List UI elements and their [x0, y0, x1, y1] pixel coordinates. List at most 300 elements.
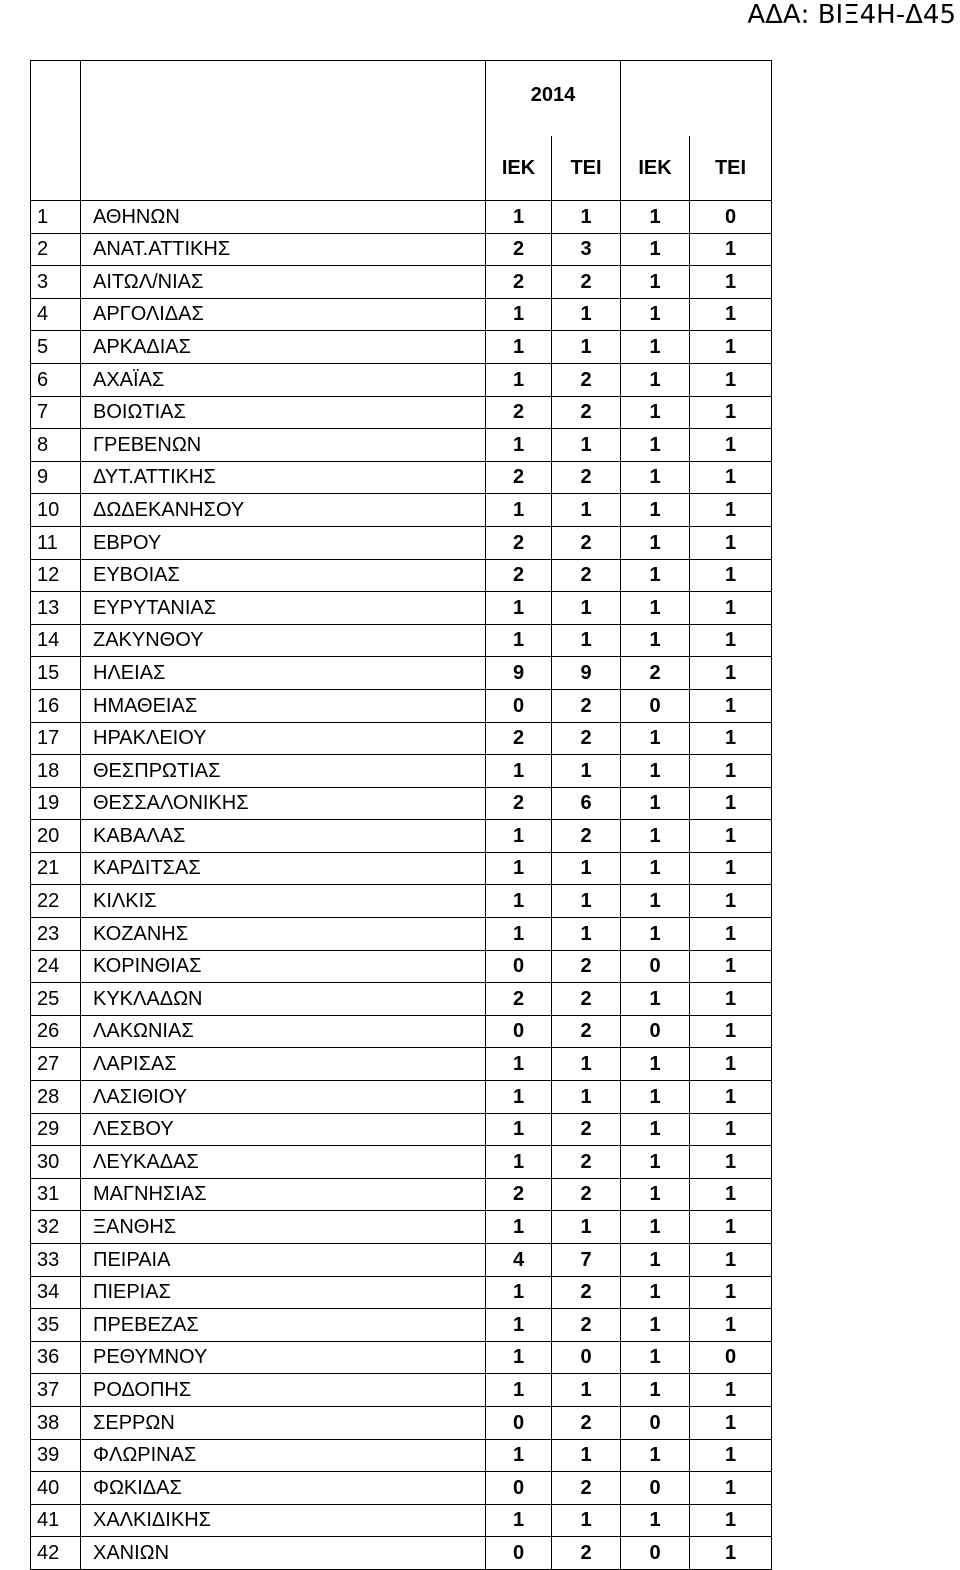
subheader-tei-2: ΤΕΙ [690, 136, 772, 201]
prefecture-name: ΑΧΑΪΑΣ [81, 363, 486, 396]
header-blank-num [31, 61, 81, 137]
value-tei-1: 9 [552, 657, 621, 690]
value-tei-2: 1 [690, 526, 772, 559]
value-tei-1: 2 [552, 461, 621, 494]
value-iek-1: 2 [486, 983, 552, 1016]
row-number: 14 [31, 624, 81, 657]
value-tei-1: 3 [552, 233, 621, 266]
row-number: 21 [31, 852, 81, 885]
table-row [31, 396, 772, 429]
table-row [31, 1146, 772, 1179]
table-row [31, 1048, 772, 1081]
prefecture-name: ΓΡΕΒΕΝΩΝ [81, 429, 486, 462]
value-iek-1: 1 [486, 1439, 552, 1472]
table-row [31, 298, 772, 331]
subheader-iek-1: ΙΕΚ [486, 136, 552, 201]
row-number: 1 [31, 201, 81, 234]
value-tei-1: 2 [552, 396, 621, 429]
table-row [31, 201, 772, 234]
row-number: 17 [31, 722, 81, 755]
value-tei-2: 1 [690, 1406, 772, 1439]
value-iek-2: 0 [621, 1472, 690, 1505]
value-iek-1: 2 [486, 461, 552, 494]
value-tei-2: 1 [690, 233, 772, 266]
value-tei-2: 1 [690, 918, 772, 951]
value-tei-1: 2 [552, 266, 621, 299]
value-iek-2: 1 [621, 526, 690, 559]
prefecture-name: ΠΕΙΡΑΙΑ [81, 1244, 486, 1277]
value-tei-2: 1 [690, 1309, 772, 1342]
value-iek-2: 2 [621, 657, 690, 690]
value-iek-2: 1 [621, 1341, 690, 1374]
row-number: 10 [31, 494, 81, 527]
value-iek-2: 1 [621, 1113, 690, 1146]
row-number: 30 [31, 1146, 81, 1179]
value-tei-2: 1 [690, 331, 772, 364]
table-row [31, 1113, 772, 1146]
table-row [31, 755, 772, 788]
value-iek-1: 1 [486, 852, 552, 885]
prefecture-name: ΔΥΤ.ΑΤΤΙΚΗΣ [81, 461, 486, 494]
value-iek-1: 2 [486, 787, 552, 820]
prefecture-name: ΛΕΥΚΑΔΑΣ [81, 1146, 486, 1179]
value-tei-1: 6 [552, 787, 621, 820]
prefecture-name: ΑΡΚΑΔΙΑΣ [81, 331, 486, 364]
value-tei-2: 1 [690, 1015, 772, 1048]
value-iek-1: 1 [486, 494, 552, 527]
value-iek-2: 1 [621, 233, 690, 266]
table-row [31, 820, 772, 853]
row-number: 11 [31, 526, 81, 559]
row-number: 40 [31, 1472, 81, 1505]
value-iek-2: 1 [621, 624, 690, 657]
value-tei-2: 1 [690, 624, 772, 657]
value-iek-1: 1 [486, 1113, 552, 1146]
value-iek-2: 1 [621, 559, 690, 592]
value-tei-2: 1 [690, 266, 772, 299]
value-tei-2: 1 [690, 755, 772, 788]
prefecture-name: ΧΑΛΚΙΔΙΚΗΣ [81, 1504, 486, 1537]
row-number: 8 [31, 429, 81, 462]
value-iek-2: 1 [621, 298, 690, 331]
table-row [31, 1276, 772, 1309]
prefecture-name: ΠΙΕΡΙΑΣ [81, 1276, 486, 1309]
row-number: 25 [31, 983, 81, 1016]
value-iek-1: 1 [486, 1146, 552, 1179]
prefecture-name: ΛΑΚΩΝΙΑΣ [81, 1015, 486, 1048]
value-tei-1: 1 [552, 1211, 621, 1244]
data-table [30, 60, 772, 1570]
value-iek-2: 1 [621, 429, 690, 462]
table-row [31, 1015, 772, 1048]
value-tei-2: 1 [690, 1244, 772, 1277]
value-tei-1: 2 [552, 983, 621, 1016]
value-tei-1: 2 [552, 1276, 621, 1309]
value-tei-2: 1 [690, 885, 772, 918]
value-tei-2: 1 [690, 657, 772, 690]
value-tei-1: 2 [552, 820, 621, 853]
value-tei-2: 1 [690, 1211, 772, 1244]
prefecture-name: ΗΡΑΚΛΕΙΟΥ [81, 722, 486, 755]
value-iek-1: 0 [486, 1472, 552, 1505]
value-iek-1: 2 [486, 266, 552, 299]
document-id: ΑΔΑ: ΒΙΞ4Η-Δ45 [747, 0, 956, 30]
prefecture-name: ΔΩΔΕΚΑΝΗΣΟΥ [81, 494, 486, 527]
value-tei-2: 1 [690, 461, 772, 494]
value-tei-2: 1 [690, 722, 772, 755]
header-row-year [31, 61, 772, 137]
value-tei-1: 1 [552, 852, 621, 885]
row-number: 26 [31, 1015, 81, 1048]
value-iek-2: 1 [621, 1504, 690, 1537]
value-iek-1: 0 [486, 1015, 552, 1048]
value-iek-1: 1 [486, 363, 552, 396]
table-row [31, 689, 772, 722]
prefecture-name: ΗΛΕΙΑΣ [81, 657, 486, 690]
value-tei-2: 1 [690, 1472, 772, 1505]
row-number: 6 [31, 363, 81, 396]
value-tei-1: 1 [552, 494, 621, 527]
value-iek-1: 2 [486, 233, 552, 266]
prefecture-name: ΡΟΔΟΠΗΣ [81, 1374, 486, 1407]
row-number: 36 [31, 1341, 81, 1374]
table-row [31, 1537, 772, 1570]
value-iek-2: 1 [621, 1048, 690, 1081]
value-tei-2: 1 [690, 820, 772, 853]
value-tei-2: 1 [690, 689, 772, 722]
value-tei-1: 2 [552, 1406, 621, 1439]
value-tei-2: 1 [690, 852, 772, 885]
value-iek-2: 1 [621, 820, 690, 853]
value-iek-2: 1 [621, 461, 690, 494]
value-tei-1: 1 [552, 918, 621, 951]
value-iek-2: 0 [621, 689, 690, 722]
row-number: 23 [31, 918, 81, 951]
value-tei-2: 1 [690, 1113, 772, 1146]
prefecture-name: ΚΑΡΔΙΤΣΑΣ [81, 852, 486, 885]
table-row [31, 1244, 772, 1277]
table-row [31, 526, 772, 559]
header-blank-year2 [621, 61, 772, 137]
value-tei-1: 2 [552, 363, 621, 396]
value-tei-1: 1 [552, 755, 621, 788]
row-number: 4 [31, 298, 81, 331]
prefecture-name: ΚΙΛΚΙΣ [81, 885, 486, 918]
value-tei-1: 2 [552, 1146, 621, 1179]
value-tei-1: 2 [552, 526, 621, 559]
value-tei-1: 1 [552, 1374, 621, 1407]
value-iek-2: 1 [621, 885, 690, 918]
value-tei-1: 2 [552, 1472, 621, 1505]
prefecture-name: ΕΒΡΟΥ [81, 526, 486, 559]
value-tei-1: 1 [552, 1048, 621, 1081]
table-row [31, 983, 772, 1016]
value-tei-1: 1 [552, 885, 621, 918]
prefecture-name: ΑΘΗΝΩΝ [81, 201, 486, 234]
value-iek-2: 1 [621, 1178, 690, 1211]
value-iek-2: 0 [621, 1406, 690, 1439]
value-iek-2: 0 [621, 1015, 690, 1048]
value-iek-1: 1 [486, 201, 552, 234]
table-row [31, 1341, 772, 1374]
value-tei-2: 0 [690, 1341, 772, 1374]
value-tei-1: 1 [552, 592, 621, 625]
table-row [31, 1211, 772, 1244]
row-number: 22 [31, 885, 81, 918]
value-iek-2: 1 [621, 494, 690, 527]
row-number: 39 [31, 1439, 81, 1472]
prefecture-name: ΜΑΓΝΗΣΙΑΣ [81, 1178, 486, 1211]
table-row [31, 266, 772, 299]
prefecture-name: ΚΑΒΑΛΑΣ [81, 820, 486, 853]
value-tei-1: 0 [552, 1341, 621, 1374]
value-iek-1: 1 [486, 1211, 552, 1244]
value-iek-1: 2 [486, 396, 552, 429]
prefecture-name: ΦΩΚΙΔΑΣ [81, 1472, 486, 1505]
table-row [31, 1178, 772, 1211]
prefecture-name: ΛΕΣΒΟΥ [81, 1113, 486, 1146]
value-iek-2: 1 [621, 396, 690, 429]
table-row [31, 1504, 772, 1537]
value-iek-2: 1 [621, 331, 690, 364]
row-number: 24 [31, 950, 81, 983]
row-number: 9 [31, 461, 81, 494]
value-iek-1: 1 [486, 820, 552, 853]
row-number: 32 [31, 1211, 81, 1244]
value-tei-1: 2 [552, 1178, 621, 1211]
value-iek-1: 1 [486, 1276, 552, 1309]
header-blank-num-2 [31, 136, 81, 201]
value-tei-2: 1 [690, 1048, 772, 1081]
prefecture-name: ΖΑΚΥΝΘΟΥ [81, 624, 486, 657]
value-iek-2: 1 [621, 266, 690, 299]
prefecture-name: ΛΑΡΙΣΑΣ [81, 1048, 486, 1081]
value-iek-2: 1 [621, 1276, 690, 1309]
value-iek-1: 2 [486, 559, 552, 592]
table-row [31, 885, 772, 918]
value-tei-2: 1 [690, 1504, 772, 1537]
value-tei-1: 1 [552, 429, 621, 462]
value-tei-1: 2 [552, 1309, 621, 1342]
value-iek-2: 1 [621, 1439, 690, 1472]
value-tei-2: 1 [690, 983, 772, 1016]
row-number: 3 [31, 266, 81, 299]
value-iek-2: 1 [621, 201, 690, 234]
table-row [31, 787, 772, 820]
row-number: 19 [31, 787, 81, 820]
value-tei-2: 1 [690, 1374, 772, 1407]
table-row [31, 1472, 772, 1505]
subheader-iek-2: ΙΕΚ [621, 136, 690, 201]
header-blank-name [81, 61, 486, 137]
row-number: 28 [31, 1081, 81, 1114]
value-tei-1: 2 [552, 1537, 621, 1570]
table-body [31, 201, 772, 1570]
value-iek-2: 1 [621, 1146, 690, 1179]
value-tei-1: 1 [552, 1439, 621, 1472]
row-number: 20 [31, 820, 81, 853]
value-tei-2: 1 [690, 396, 772, 429]
table-row [31, 918, 772, 951]
row-number: 15 [31, 657, 81, 690]
value-tei-1: 1 [552, 1504, 621, 1537]
row-number: 41 [31, 1504, 81, 1537]
row-number: 5 [31, 331, 81, 364]
value-iek-2: 1 [621, 592, 690, 625]
row-number: 42 [31, 1537, 81, 1570]
table-row [31, 494, 772, 527]
table-row [31, 1374, 772, 1407]
value-tei-1: 2 [552, 1015, 621, 1048]
table-row [31, 363, 772, 396]
value-iek-2: 1 [621, 722, 690, 755]
value-iek-2: 1 [621, 1309, 690, 1342]
value-iek-1: 1 [486, 1504, 552, 1537]
value-tei-2: 1 [690, 494, 772, 527]
value-iek-1: 1 [486, 1374, 552, 1407]
value-tei-2: 1 [690, 592, 772, 625]
prefecture-name: ΛΑΣΙΘΙΟΥ [81, 1081, 486, 1114]
value-iek-1: 2 [486, 526, 552, 559]
table-row [31, 1406, 772, 1439]
table-row [31, 657, 772, 690]
value-iek-2: 1 [621, 852, 690, 885]
row-number: 7 [31, 396, 81, 429]
prefecture-name: ΘΕΣΣΑΛΟΝΙΚΗΣ [81, 787, 486, 820]
value-tei-1: 1 [552, 201, 621, 234]
value-tei-2: 1 [690, 1146, 772, 1179]
prefecture-name: ΡΕΘΥΜΝΟΥ [81, 1341, 486, 1374]
value-iek-1: 1 [486, 885, 552, 918]
value-iek-1: 4 [486, 1244, 552, 1277]
value-tei-2: 1 [690, 559, 772, 592]
value-tei-1: 2 [552, 950, 621, 983]
value-iek-1: 1 [486, 624, 552, 657]
value-tei-2: 1 [690, 429, 772, 462]
value-tei-1: 2 [552, 1113, 621, 1146]
value-tei-1: 2 [552, 689, 621, 722]
value-iek-1: 0 [486, 1537, 552, 1570]
table-row [31, 722, 772, 755]
row-number: 29 [31, 1113, 81, 1146]
prefecture-name: ΗΜΑΘΕΙΑΣ [81, 689, 486, 722]
value-iek-1: 1 [486, 755, 552, 788]
value-tei-2: 1 [690, 1276, 772, 1309]
value-tei-1: 1 [552, 331, 621, 364]
value-iek-2: 1 [621, 1211, 690, 1244]
prefecture-name: ΧΑΝΙΩΝ [81, 1537, 486, 1570]
row-number: 16 [31, 689, 81, 722]
value-tei-2: 1 [690, 1081, 772, 1114]
table-row [31, 950, 772, 983]
table-row [31, 1081, 772, 1114]
row-number: 2 [31, 233, 81, 266]
value-iek-1: 1 [486, 1048, 552, 1081]
value-tei-1: 1 [552, 624, 621, 657]
table-row [31, 461, 772, 494]
value-tei-2: 1 [690, 298, 772, 331]
value-iek-1: 2 [486, 1178, 552, 1211]
row-number: 12 [31, 559, 81, 592]
subheader-tei-1: ΤΕΙ [552, 136, 621, 201]
row-number: 13 [31, 592, 81, 625]
row-number: 33 [31, 1244, 81, 1277]
row-number: 27 [31, 1048, 81, 1081]
header-row-sub [31, 136, 772, 201]
value-iek-1: 1 [486, 298, 552, 331]
prefecture-name: ΘΕΣΠΡΩΤΙΑΣ [81, 755, 486, 788]
prefecture-name: ΚΟΖΑΝΗΣ [81, 918, 486, 951]
table-row [31, 592, 772, 625]
row-number: 35 [31, 1309, 81, 1342]
value-tei-2: 1 [690, 1439, 772, 1472]
prefecture-name: ΕΥΡΥΤΑΝΙΑΣ [81, 592, 486, 625]
value-iek-1: 1 [486, 1081, 552, 1114]
prefecture-name: ΣΕΡΡΩΝ [81, 1406, 486, 1439]
table-row [31, 429, 772, 462]
table-row [31, 331, 772, 364]
value-iek-2: 0 [621, 1537, 690, 1570]
value-tei-1: 1 [552, 1081, 621, 1114]
value-iek-1: 1 [486, 429, 552, 462]
value-tei-2: 1 [690, 1178, 772, 1211]
value-iek-1: 1 [486, 918, 552, 951]
value-iek-1: 1 [486, 331, 552, 364]
row-number: 37 [31, 1374, 81, 1407]
value-iek-2: 1 [621, 1081, 690, 1114]
row-number: 18 [31, 755, 81, 788]
value-iek-1: 2 [486, 722, 552, 755]
prefecture-name: ΕΥΒΟΙΑΣ [81, 559, 486, 592]
table-row [31, 1439, 772, 1472]
value-iek-2: 1 [621, 1244, 690, 1277]
prefecture-name: ΑΝΑΤ.ΑΤΤΙΚΗΣ [81, 233, 486, 266]
row-number: 34 [31, 1276, 81, 1309]
value-iek-1: 1 [486, 1309, 552, 1342]
value-tei-2: 1 [690, 787, 772, 820]
year-header: 2014 [486, 61, 621, 137]
value-iek-2: 1 [621, 363, 690, 396]
value-tei-2: 1 [690, 950, 772, 983]
table-row [31, 852, 772, 885]
prefecture-name: ΚΥΚΛΑΔΩΝ [81, 983, 486, 1016]
table-row [31, 559, 772, 592]
table-row [31, 233, 772, 266]
value-iek-2: 1 [621, 755, 690, 788]
value-iek-2: 1 [621, 787, 690, 820]
row-number: 38 [31, 1406, 81, 1439]
prefecture-name: ΑΙΤΩΛ/ΝΙΑΣ [81, 266, 486, 299]
value-iek-1: 1 [486, 1341, 552, 1374]
prefecture-name: ΑΡΓΟΛΙΔΑΣ [81, 298, 486, 331]
value-tei-1: 2 [552, 722, 621, 755]
prefecture-name: ΚΟΡΙΝΘΙΑΣ [81, 950, 486, 983]
value-iek-1: 1 [486, 592, 552, 625]
value-iek-1: 0 [486, 950, 552, 983]
value-iek-1: 9 [486, 657, 552, 690]
value-iek-1: 0 [486, 1406, 552, 1439]
prefecture-name: ΞΑΝΘΗΣ [81, 1211, 486, 1244]
value-tei-2: 1 [690, 363, 772, 396]
value-tei-2: 0 [690, 201, 772, 234]
value-tei-1: 2 [552, 559, 621, 592]
value-iek-2: 1 [621, 918, 690, 951]
value-iek-2: 1 [621, 983, 690, 1016]
prefecture-name: ΦΛΩΡΙΝΑΣ [81, 1439, 486, 1472]
value-iek-2: 0 [621, 950, 690, 983]
prefecture-name: ΒΟΙΩΤΙΑΣ [81, 396, 486, 429]
header-blank-name-2 [81, 136, 486, 201]
